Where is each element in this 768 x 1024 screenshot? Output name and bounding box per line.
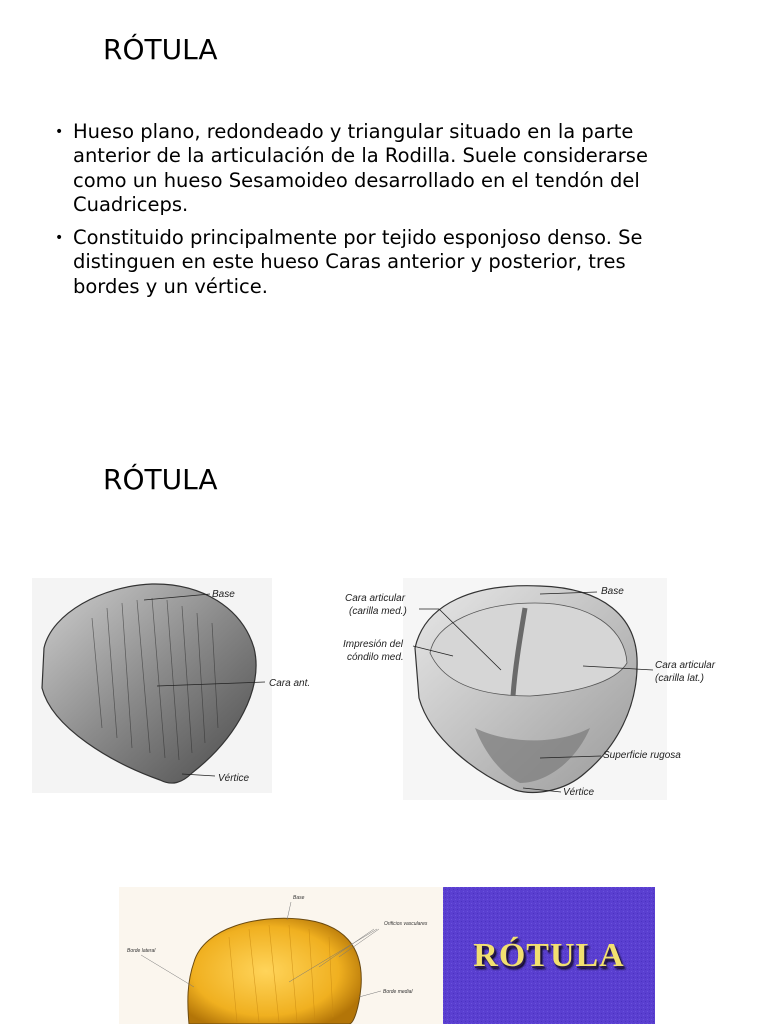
banner-title: RÓTULA bbox=[473, 936, 625, 974]
label-condilo-med: cóndilo med. bbox=[347, 652, 404, 663]
label-cara-ant: Cara ant. bbox=[269, 678, 311, 689]
slide-2-title: RÓTULA bbox=[103, 463, 218, 496]
patella-anterior-figure bbox=[32, 578, 332, 793]
label-base: Base bbox=[212, 589, 235, 600]
patella-posterior-figure bbox=[335, 578, 735, 803]
bullet-item bbox=[55, 226, 695, 299]
label-base-colored: Base bbox=[293, 895, 305, 901]
bullet-item bbox=[55, 120, 695, 217]
bullet-list bbox=[55, 120, 695, 308]
label-base-posterior: Base bbox=[601, 586, 624, 597]
label-borde-medial: Borde medial bbox=[383, 989, 413, 995]
label-carilla-lat: (carilla lat.) bbox=[655, 673, 704, 684]
label-carilla-med: (carilla med.) bbox=[349, 606, 407, 617]
bullet-text: Hueso plano, redondeado y triangular situado en la parte anterior de la articulación de la Rodilla. Suele considerarse como un hueso Sesamoideo desarrollado en el tendón del Cuadriceps. bbox=[73, 120, 648, 216]
label-vertice: Vértice bbox=[218, 773, 250, 784]
label-cara-articular-med: Cara articular bbox=[345, 593, 406, 604]
bullet-text: Constituido principalmente por tejido esponjoso denso. Se distinguen en este hueso Caras anterior y posterior, tres bordes y un vértice. bbox=[73, 226, 643, 298]
label-orificios: Orificios vasculares bbox=[384, 921, 428, 927]
label-impresion: Impresión del bbox=[343, 639, 404, 650]
label-vertice-posterior: Vértice bbox=[563, 787, 595, 798]
patella-colored-figure bbox=[119, 887, 443, 1024]
bullet-dot: • bbox=[55, 230, 64, 247]
label-superficie-rugosa: Superficie rugosa bbox=[603, 750, 681, 761]
slide-1-title: RÓTULA bbox=[103, 33, 218, 66]
label-borde-lateral: Borde lateral bbox=[127, 948, 156, 954]
label-cara-articular-lat: Cara articular bbox=[655, 660, 716, 671]
bullet-dot: • bbox=[55, 124, 64, 140]
